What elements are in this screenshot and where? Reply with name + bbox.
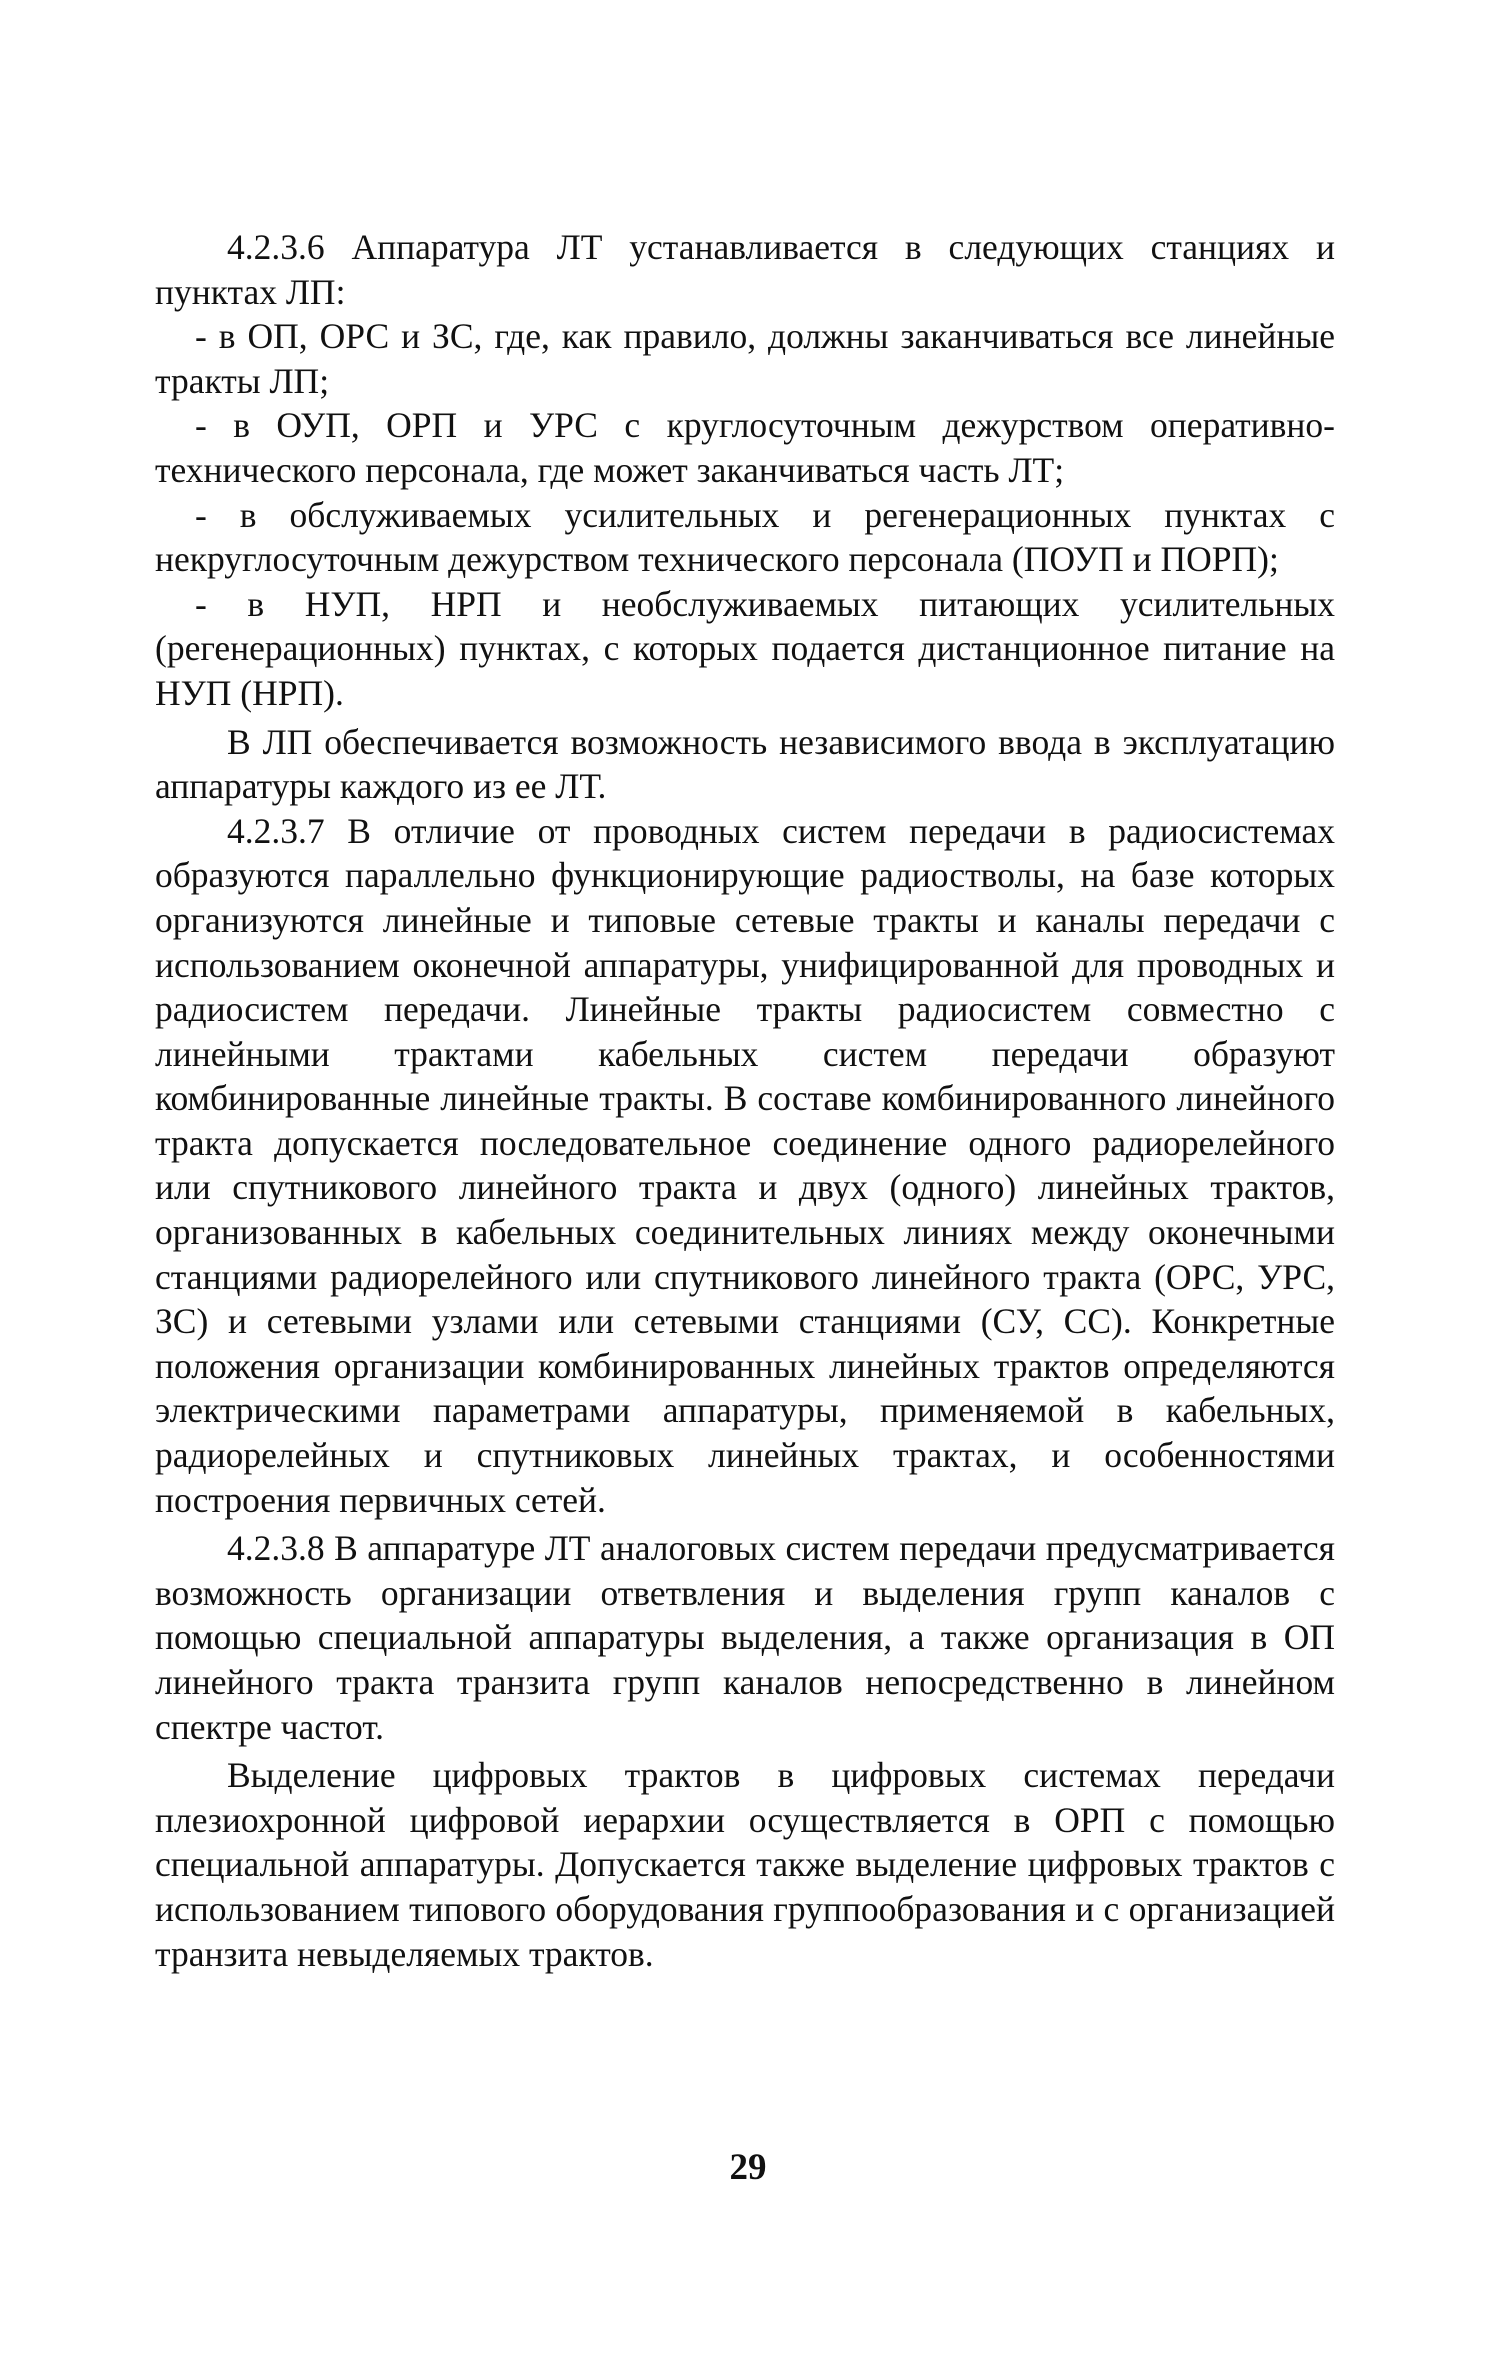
paragraph-4-2-3-6: 4.2.3.6 Аппаратура ЛТ устанавливается в следующих станциях и пунктах ЛП:: [155, 227, 1335, 312]
list-item-nup-nrp: - в НУП, НРП и необслуживаемых питающих усилительных (регенерационных) пунктах, с которых подается дистанционное питание на НУП (НРП).: [155, 583, 1335, 713]
list-item-serviced-points: - в обслуживаемых усилительных и регенерационных пунктах с некруглосуточным дежурством технического персонала (ПОУП и ПОРП);: [155, 494, 1335, 580]
list-item-op-ors-zs: - в ОП, ОРС и ЗС, где, как правило, должны заканчиваться все линейные тракты ЛП;: [155, 316, 1335, 401]
paragraph-digital-tracts: Выделение цифровых трактов в цифровых системах передачи плезиохронной цифровой иерархии осуществляется в ОРП с помощью специальной аппаратуры. Допускается также выделение цифровых трактов с использованием типового оборудования группообразования и с организацией транзита невыделяемых трактов.: [155, 1755, 1335, 1974]
paragraph-4-2-3-7: 4.2.3.7 В отличие от проводных систем передачи в радиосистемах образуются параллельно функционирующие радиостволы, на базе которых организуются линейные и типовые сетевые тракты и каналы передачи с использованием оконечной аппаратуры, унифицированной для проводных и радиосистем передачи. Линейные тракты радиосистем совместно с линейными трактами кабельных систем передачи образуют комбинированные линейные тракты. В составе комбинированного линейного тракта допускается последовательное соединение одного радиорелейного или спутникового линейного тракта и двух (одного) линейных трактов, организованных в кабельных соединительных линиях между оконечными станциями радиорелейного или спутникового линейного тракта (ОРС, УРС, ЗС) и сетевыми узлами или сетевыми станциями (СУ, СС). Конкретные положения организации комбинированных линейных трактов определяются электрическими параметрами аппаратуры, применяемой в кабельных, радиорелейных и спутниковых линейных трактах, и особенностями построения первичных сетей.: [155, 810, 1335, 1520]
list-item-oup-orp-urs: - в ОУП, ОРП и УРС с круглосуточным дежурством оперативно-технического персонала, где может заканчиваться часть ЛТ;: [155, 405, 1335, 490]
paragraph-independent-commissioning: В ЛП обеспечивается возможность независимого ввода в эксплуатацию аппаратуры каждого из ее ЛТ.: [155, 721, 1335, 807]
page-number: 29: [729, 2147, 767, 2188]
paragraph-4-2-3-8: 4.2.3.8 В аппаратуре ЛТ аналоговых систем передачи предусматривается возможность организации ответвления и выделения групп каналов с помощью специальной аппаратуры выделения, а также организация в ОП линейного тракта транзита групп каналов непосредственно в линейном спектре частот.: [155, 1528, 1335, 1747]
document-body: [155, 225, 1335, 1976]
